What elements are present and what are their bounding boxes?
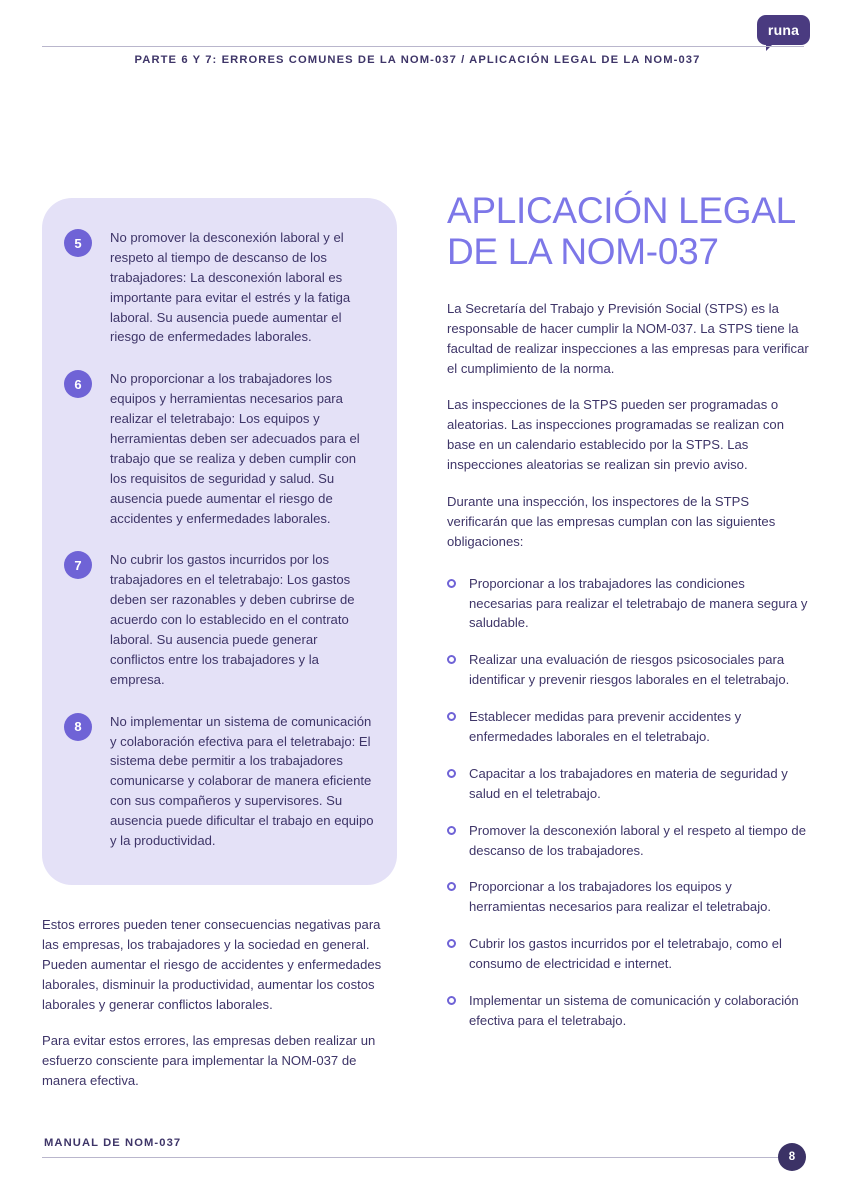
- list-item: [64, 228, 375, 347]
- page-footer: [0, 1110, 845, 1200]
- obligation-text: Capacitar a los trabajadores en materia de seguridad y salud en el teletrabajo.: [469, 765, 788, 801]
- obligation-text: Proporcionar a los trabajadores los equipos y herramientas necesarios para realizar el teletrabajo.: [469, 879, 772, 915]
- left-column: [42, 198, 397, 1091]
- mistake-text: No promover la desconexión laboral y el respeto al tiempo de descanso de los trabajadores: La desconexión laboral es importante para evitar el estrés y la fatiga laboral. Su ausencia puede aumentar el riesgo de enfermedades laborales.: [110, 230, 351, 345]
- obligation-text: Proporcionar a los trabajadores las condiciones necesarias para realizar el teletrabajo de manera segura y saludable.: [469, 575, 808, 631]
- ring-bullet-icon: [447, 712, 456, 721]
- page-title: APLICACIÓN LEGAL DE LA NOM-037: [447, 190, 795, 273]
- number-badge: 7: [64, 551, 92, 579]
- number-badge: 6: [64, 370, 92, 398]
- ring-bullet-icon: [447, 826, 456, 835]
- mistake-text: No cubrir los gastos incurridos por los trabajadores en el teletrabajo: Los gastos deben ser razonables y deben cubrirse de acuerdo con lo establecido en el contrato laboral. Su ausencia puede generar conflictos entre los trabajadores y la empresa.: [110, 552, 355, 687]
- left-paragraphs: [42, 915, 394, 1091]
- paragraph: Para evitar estos errores, las empresas deben realizar un esfuerzo consciente para implementar la NOM-037 de manera efectiva.: [42, 1033, 376, 1089]
- list-item: [64, 712, 375, 851]
- ring-bullet-icon: [447, 579, 456, 588]
- list-item: [447, 877, 809, 917]
- obligations-list: [447, 574, 809, 1031]
- ring-bullet-icon: [447, 655, 456, 664]
- list-item: [447, 934, 809, 974]
- obligation-text: Promover la desconexión laboral y el respeto al tiempo de descanso de los trabajadores.: [469, 822, 806, 858]
- footer-divider: [42, 1157, 804, 1158]
- ring-bullet-icon: [447, 996, 456, 1005]
- header-title: PARTE 6 Y 7: ERRORES COMUNES DE LA NOM-037 / APLICACIÓN LEGAL DE LA NOM-037: [134, 54, 701, 66]
- list-item: [447, 764, 809, 804]
- obligation-text: Implementar un sistema de comunicación y colaboración efectiva para el teletrabajo.: [469, 993, 799, 1028]
- obligation-text: Cubrir los gastos incurridos por el teletrabajo, como el consumo de electricidad e internet.: [469, 936, 782, 972]
- list-item: [447, 991, 809, 1031]
- page-number-badge: 8: [778, 1143, 806, 1171]
- list-item: [64, 369, 375, 528]
- logo-text: runa: [767, 22, 800, 38]
- ring-bullet-icon: [447, 882, 456, 891]
- mistake-text: No proporcionar a los trabajadores los equipos y herramientas necesarios para realizar el teletrabajo: Los equipos y herramientas deben ser adecuados para el trabajo que se realiza y deben cumplir con los requisitos de seguridad y salud. Su ausencia puede aumentar el riesgo de accidentes y enfermedades laborales.: [110, 371, 360, 526]
- mistake-text: No implementar un sistema de comunicación y colaboración efectiva para el teletrabajo: El sistema debe permitir a los trabajadores comunicarse y colaborar de manera eficiente con sus compañeros y supervisores. Su ausencia puede dificultar el trabajo en equipo y la productividad.: [110, 713, 374, 849]
- paragraph: Estos errores pueden tener consecuencias negativas para las empresas, los trabajadores y la sociedad en general. Pueden aumentar el riesgo de accidentes y enfermedades laborales, disminuir la productividad, aumentar los costos laborales y generar conflictos laborales.: [42, 916, 382, 1012]
- number-badge: 5: [64, 229, 92, 257]
- number-badge: 8: [64, 713, 92, 741]
- ring-bullet-icon: [447, 939, 456, 948]
- right-column: [447, 190, 809, 1031]
- list-item: [447, 821, 809, 861]
- footer-label: MANUAL DE NOM-037: [44, 1137, 182, 1149]
- obligation-text: Realizar una evaluación de riesgos psicosociales para identificar y prevenir riesgos laborales en el teletrabajo.: [469, 652, 790, 688]
- paragraph: La Secretaría del Trabajo y Previsión Social (STPS) es la responsable de hacer cumplir la NOM-037. La STPS tiene la facultad de realizar inspecciones a las empresas para verificar el cumplimiento de la norma.: [447, 300, 809, 376]
- ring-bullet-icon: [447, 769, 456, 778]
- obligation-text: Establecer medidas para prevenir accidentes y enfermedades laborales en el teletrabajo.: [469, 709, 742, 745]
- list-item: [447, 650, 809, 690]
- list-item: [64, 550, 375, 689]
- list-item: [447, 574, 809, 634]
- common-mistakes-card: [42, 198, 397, 885]
- paragraph: Durante una inspección, los inspectores de la STPS verificarán que las empresas cumplan con las siguientes obligaciones:: [447, 494, 776, 549]
- list-item: [447, 707, 809, 747]
- paragraph: Las inspecciones de la STPS pueden ser programadas o aleatorias. Las inspecciones programadas se realizan con base en un calendario establecido por la STPS. Las inspecciones aleatorias se realizan sin previo aviso.: [447, 397, 784, 473]
